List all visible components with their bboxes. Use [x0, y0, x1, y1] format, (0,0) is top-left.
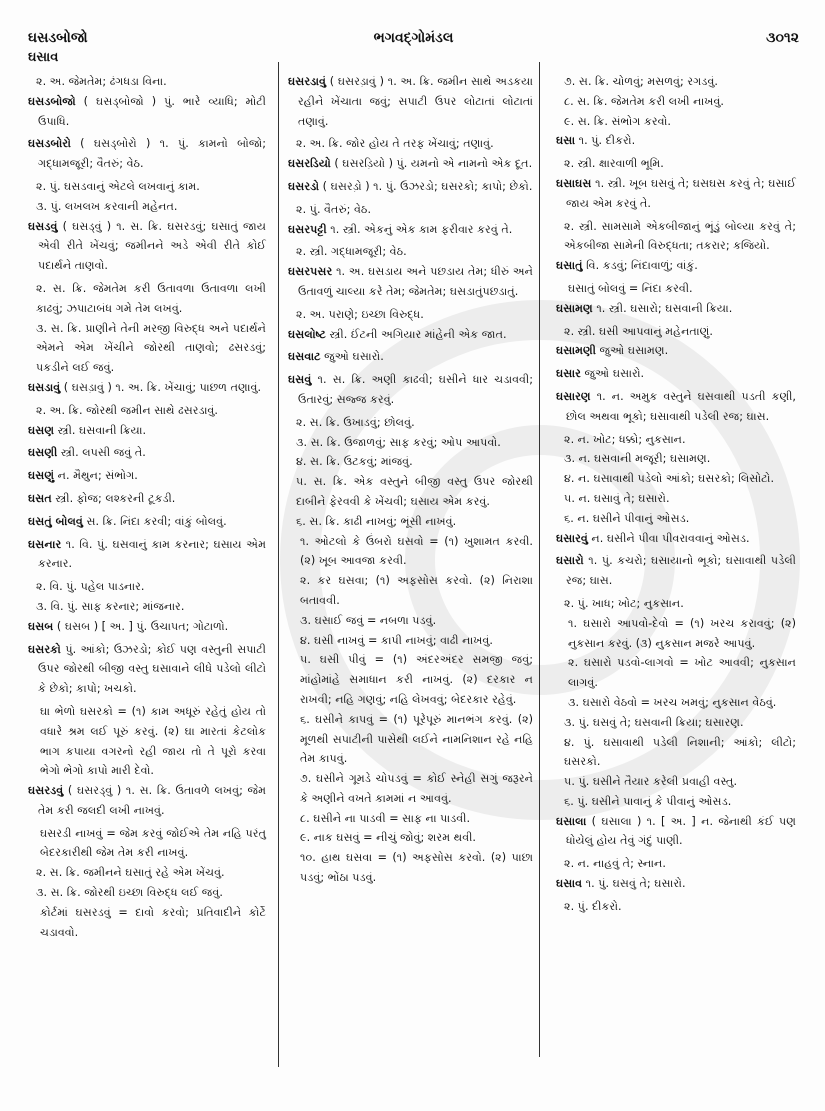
headword: ઘસરપસર: [288, 265, 333, 279]
idiom-line: [28, 903, 266, 943]
definition-text: ૨. ન. ખોટ; ધક્કો; નુકસાન.: [564, 432, 686, 446]
definition-text: ( ઘસરડ઼ો ) ૧. પું. ઉઝરડો; ઘસરકો; કાપો; છેકો.: [319, 179, 533, 193]
definition-text: ૬. ન. ઘસીને પીવાનું ઓસડ.: [564, 511, 690, 525]
dictionary-entry: [288, 72, 533, 131]
page-header: [28, 30, 799, 52]
dictionary-entry: [28, 217, 266, 276]
definition-text: ન. મૈથુન; સંભોગ.: [54, 469, 138, 483]
sub-definition: [288, 134, 533, 154]
definition-text: ૨. અ. ક્રિ. જોરથી જમીન સાથે ઢસરડાવું.: [36, 403, 218, 417]
definition-text: ૨. અ. પરાણે; ઇચ્છા વિરુદ્ધ.: [296, 307, 424, 321]
headword: ઘસડવું: [28, 219, 58, 233]
headword: ઘસામણ: [556, 301, 593, 315]
definition-text: ૬. પું. ઘસીને પાવાનું કે પીવાનું ઓસડ.: [564, 794, 732, 808]
dictionary-entry: [28, 781, 266, 821]
definition-text: ૩. સ. ક્રિ. જોરથી ઇચ્છા વિરુદ્ધ લઈ જવું.: [36, 886, 223, 900]
definition-text: ૨. પું. ઘસડવાનું એટલે લખવાનું કામ.: [36, 179, 200, 193]
idiom-line: [556, 653, 796, 693]
dictionary-entry: [556, 529, 796, 549]
definition-text: ( ઘસડ્બોરો ) ૧. પું. કામનો બોજો; ગદ્ધામજૂરી; વૈતરું; વેઠ.: [38, 137, 266, 171]
headword: ઘસારણ: [556, 389, 591, 403]
idiom-line: [288, 769, 533, 809]
definition-text: ૧. પું. ઘસવું તે; ઘસારો.: [582, 877, 686, 891]
headword: ઘસાતું: [556, 259, 583, 273]
definition-text: ( ઘસડ઼ાવું ) ૧. અ. ક્રિ. ખેંચાવું; પાછળ તણાવું.: [60, 380, 262, 394]
headword: ઘસારવું: [556, 531, 588, 545]
sub-definition: [28, 197, 266, 217]
definition-text: સ્ત્રી. ઈંટની અગિયાર માંહેની એક જાત.: [325, 327, 507, 341]
column-divider: [278, 62, 279, 1067]
definition-text: ૧. પું. દીકરો.: [575, 134, 636, 148]
idiom-line: [28, 702, 266, 781]
sub-definition: [288, 200, 533, 220]
sub-definition: [288, 242, 533, 262]
definition-text: ૩. ઘસાઈ જવું = નબળા પડવું.: [300, 613, 437, 627]
definition-text: ( ઘસરડ઼ાવું ) ૧. અ. ક્રિ. જમીન સાથે અડકયા રહીને ખેંચાતા જવું; સપાટી ઉપર લોટાતાં લોટાતાં તણાવું.: [298, 75, 533, 128]
definition-text: ૬. સ. ક્રિ. કાઢી નાખવું; ભૂંસી નાખવું.: [296, 514, 457, 528]
headword: ઘસામણી: [556, 344, 596, 358]
sub-definition: [28, 883, 266, 903]
page-number: ૩૦૧૨: [766, 30, 799, 46]
definition-text: ૧. અ. ઘસડાય અને પછડાય તેમ; ધીરું અને ઉતાવળું ચાલ્યા કરે તેમ; જેમતેમ; ઘસડાતુંપછડાતું.: [298, 265, 533, 298]
dictionary-entry: [288, 220, 533, 240]
definition-text: ૭. સ. ક્રિ. ચોળવું; મસળવું; રગડવું.: [564, 75, 718, 88]
definition-text: પું. આંકો; ઉઝરડો; કોઈ પણ વસ્તુની સપાટી ઉપર જોરથી બીજી વસ્તુ ઘસાવાને લીધે પડેલો લીટો કે છેકો; કાપો; ખચકો.: [38, 642, 266, 696]
sub-definition: [556, 897, 796, 917]
dictionary-entry: [28, 489, 266, 509]
dictionary-entry: [28, 92, 266, 132]
definition-text: ૧. ન. અમુક વસ્તુને ઘસવાથી પડતી કણી, છોલ અથવા ભૂકો; ઘસાવાથી પડેલી રજ; ઘાસ.: [566, 389, 796, 423]
dictionary-entry: [288, 370, 533, 410]
definition-text: ( ઘસબ ) [ અ. ] પું. ઉચાપત; ગોટાળો.: [53, 619, 229, 633]
headword: ઘસણ: [28, 423, 55, 437]
definition-text: ૨. સ્ત્રી. ક્ષારવાળી ભૂમિ.: [564, 157, 664, 171]
definition-text: ઘસાતું બોલવું = નિંદા કરવી.: [568, 281, 693, 295]
definition-text: વિ. કડવું; નિંદાવાળું; વાંકું.: [582, 259, 698, 273]
definition-text: ૪. પું. ઘસાવાથી પડેલી નિશાની; આંકો; લીટો; ઘસરકો.: [564, 735, 796, 769]
definition-text: ૨. સ. ક્રિ. ઉખાડવું; છોલવું.: [296, 415, 415, 429]
headword: ઘસડબોરો: [28, 137, 71, 151]
dictionary-entry: [556, 341, 796, 361]
sub-definition: [556, 92, 796, 112]
dictionary-entry: [288, 347, 533, 367]
definition-text: ૯. નાક ઘસવું = નીચું જોવું; શરમ થવી.: [300, 831, 476, 845]
dictionary-entry: [288, 154, 533, 174]
sub-definition: [28, 319, 266, 378]
definition-text: જુઓ ઘસામણ.: [595, 344, 669, 358]
definition-text: ૫. ઘસી પીવું = (૧) અંદરઅંદર સમજી જવું; માંહોમાંહે સમાધાન કરી નાખવું. (૨) દરકાર ન રાખવી; નહિ ગણવું; નહિ લેખવવું; બેદરકાર રહેવું.: [300, 653, 533, 706]
dictionary-entry: [28, 512, 266, 532]
sub-definition: [556, 733, 796, 773]
headword: ઘસરડિયો: [288, 157, 331, 171]
definition-text: ૫. પું. ઘસીને તૈયાર કરેલી પ્રવાહી વસ્તુ.: [564, 775, 738, 789]
sub-definition: [556, 489, 796, 509]
idiom-line: [288, 571, 533, 611]
headword: ઘસરડાવું: [288, 75, 327, 88]
definition-text: ( ઘસાલા ) ૧. [ અ. ] ન. જેનાથી કંઈ પણ ધોયેલું હોય તેવું ગંદું પાણી.: [566, 814, 796, 848]
definition-text: ૩. વિ. પું. સાફ કરનાર; માંજનાર.: [36, 599, 185, 613]
dictionary-entry: [28, 640, 266, 699]
definition-text: ( ઘસરડ્વું ) ૧. સ. ક્રિ. ઉતાવળે લખવું; જેમ તેમ કરી જલદી લખી નાખવું.: [38, 784, 266, 817]
idiom-line: [288, 809, 533, 829]
sub-definition: [288, 413, 533, 433]
headword: ઘસબ: [28, 619, 54, 633]
sub-definition: [28, 863, 266, 883]
definition-text: ૬. ઘસીને કાપવું = (૧) પૂરેપૂરું માનભંગ કરવું. (૨) મૂળથી સપાટીની પાસેથી લઈને નામનિશાન રહે નહિ તેમ કાપવું.: [300, 712, 533, 766]
dictionary-entry: [556, 874, 796, 894]
definition-text: ૨. સ્ત્રી. ગદ્ધામજૂરી; વેઠ.: [296, 245, 407, 259]
dictionary-entry: [556, 364, 796, 384]
column-divider: [539, 62, 540, 1057]
headword: ઘસડાવું: [28, 380, 61, 394]
definition-text: ઘસરડી નાખવું = જેમ કરવું જોઈએ તેમ નહિ પરંતુ બેદરકારીથી જેમ તેમ કરી નાખવું.: [40, 826, 266, 860]
sub-definition: [288, 433, 533, 453]
sub-definition: [556, 854, 796, 874]
sub-definition: [556, 509, 796, 529]
headword: ઘસવું: [288, 373, 312, 387]
definition-text: ૨. સ. ક્રિ. જેમતેમ કરી ઉતાવળા ઉતાવળા લખી કાઢવું; ઝપાટાબંધ ગમે તેમ લખવું.: [36, 281, 266, 315]
definition-text: ૧. વિ. પું. ઘસવાનું કામ કરનાર; ઘસાય એમ કરનાર.: [38, 537, 266, 571]
sub-definition: [556, 430, 796, 450]
definition-text: સ્ત્રી. ઘસવાની ક્રિયા.: [54, 423, 147, 437]
definition-text: ( ઘસડ્વું ) ૧. સ. ક્રિ. ઘસરડવું; ઘસાતું જાય એવી રીતે ખેંચવું; જમીનને અડે એવી રીતે કોઈ પદાર્થને તાણવો.: [38, 219, 266, 273]
book-title: ભગવદ્ગોમંડલ: [373, 30, 454, 46]
headword: ઘસાઘસ: [556, 176, 592, 190]
definition-text: ૩. ન. ઘસવાની મજૂરી; ઘસામણ.: [564, 452, 711, 466]
definition-text: ( ઘસડ્બોજો ) પું. ભારે વ્યાધિ; મોટી ઉપાધિ.: [38, 94, 266, 128]
definition-text: ૨. સ્ત્રી. સામસામે એકબીજાનું ભૂંડું બોલ્યા કરવું તે; એકબીજા સામેની વિરુદ્ધતા; તકરાર; કજિયો.: [564, 219, 796, 253]
column-3: [556, 72, 796, 917]
dictionary-entry: [28, 535, 266, 575]
dictionary-entry: [556, 174, 796, 214]
headword: ઘસનાર: [28, 537, 62, 551]
headword: ઘસરપટ્ટી: [288, 222, 327, 236]
sub-definition: [556, 594, 796, 614]
definition-text: ૧. પું. કચરો; ઘસાયાનો ભૂકો; ઘસાવાથી પડેલી રજ; ઘાસ.: [566, 554, 796, 588]
definition-text: ૨. સ્ત્રી. ઘસી આપવાનું મહેનતાણું.: [564, 324, 713, 338]
definition-text: ૨. ન. નાહવું તે; સ્નાન.: [564, 857, 666, 871]
idiom-line: [288, 828, 533, 848]
definition-text: જુઓ ઘસારો.: [320, 350, 384, 364]
headword: ઘસલોષ્ટ: [288, 327, 326, 341]
definition-text: ૩. સ. ક્રિ. ઉજાળવું; સાફ કરવું; ઓપ આપવો.: [296, 435, 501, 449]
definition-text: ૧. ઓટલો કે ઉંબરો ઘસવો = (૧) ખુશામત કરવી. (૨) ખૂબ આવજા કરવી.: [300, 534, 533, 568]
definition-text: ૨. ઘસારો પડવો-લાગવો = ખોટ આવવી; નુકસાન લાગવું.: [568, 656, 796, 690]
headword: ઘસાર: [556, 367, 581, 381]
headword: ઘસારો: [556, 554, 584, 568]
sub-definition: [556, 713, 796, 733]
sub-definition: [288, 512, 533, 532]
definition-text: ૭. ઘસીને ગૂમડે ચોપડવું = કોઈ સ્નેહી સગું જરૂરને કે અણીને વખતે કામમાં ન આવવું.: [300, 772, 533, 805]
sub-definition: [556, 469, 796, 489]
sub-definition: [556, 772, 796, 792]
guide-word-left: ઘસડબોજો: [28, 30, 88, 46]
dictionary-entry: [28, 421, 266, 441]
sub-definition: [28, 597, 266, 617]
sub-definition: [28, 72, 266, 92]
idiom-line: [556, 614, 796, 654]
headword: ઘસાવ: [556, 877, 583, 891]
definition-text: ઘા ભેળો ઘસરકો = (૧) કામ અધૂરું રહેતું હોય તો વધારે શ્રમ લઈ પૂરું કરવું. (૨) ઘા મારતાં કેટલોક ભાગ કપાયા વગરનો રહી જાય તો તે પૂરો કરવા ભેગો ભેગો કાપો મારી દેવો.: [40, 704, 266, 778]
definition-text: ૮. ઘસીને ના પાડવી = સાફ ના પાડવી.: [300, 811, 471, 825]
definition-text: ૨. અ. ક્રિ. જોર હોય તે તરફ ખેંચાવું; તણાવું.: [296, 137, 494, 151]
definition-text: ૩. ઘસારો વેઠવો = ખરચ ખમવું; નુકસાન વેઠવું.: [568, 695, 777, 709]
dictionary-entry: [28, 466, 266, 486]
idiom-line: [556, 279, 796, 299]
definition-text: ૨. પું. ખાધ; ખોટ; નુકસાન.: [564, 596, 684, 610]
dictionary-entry: [556, 812, 796, 852]
definition-text: ૨. પું. દીકરો.: [564, 899, 622, 913]
dictionary-entry: [28, 378, 266, 398]
headword: ઘસતું બોલવું: [28, 514, 83, 528]
sub-definition: [556, 217, 796, 257]
definition-text: ( ઘસરડ઼િયો ) પું. યમનો એ નામનો એક દૂત.: [330, 157, 533, 171]
definition-text: ૮. સ. ક્રિ. જેમતેમ કરી લખી નાખવું.: [564, 94, 724, 108]
dictionary-entry: [556, 256, 796, 276]
dictionary-entry: [556, 299, 796, 319]
sub-definition: [288, 452, 533, 472]
definition-text: ૩. સ. ક્રિ. પ્રાણીને તેની મરજી વિરુદ્ધ અને પદાર્થને એમને એમ ખેંચીને જોરથી તાણવો; ઢસરડવું; પકડીને લઈ જવું.: [36, 321, 266, 375]
idiom-line: [556, 693, 796, 713]
idiom-line: [288, 611, 533, 631]
definition-text: ૨. સ. ક્રિ. જમીનને ઘસાતું રહે એમ ખેંચવું.: [36, 866, 225, 880]
headword: ઘસત: [28, 491, 52, 505]
definition-text: ૫. સ. ક્રિ. એક વસ્તુને બીજી વસ્તુ ઉપર જોરથી દાબીને ફેરવવી કે ખેંચવી; ઘસાય એમ કરવું.: [296, 475, 533, 508]
definition-text: ન. ઘસીને પીવા પીવરાવવાનું ઓસડ.: [587, 531, 750, 545]
idiom-line: [288, 532, 533, 572]
sub-definition: [556, 792, 796, 812]
definition-text: જુઓ ઘસારો.: [580, 367, 645, 381]
definition-text: ૫. ન. ઘસાવું તે; ઘસારો.: [564, 491, 670, 505]
dictionary-entry: [288, 325, 533, 345]
headword: ઘસવાટ: [288, 350, 321, 364]
definition-text: ૧. સ. ક્રિ. અણી કાઢવી; ઘસીને ધાર ચડાવવી; ઉતારવું; સજ્જ કરવું.: [298, 373, 533, 406]
headword: ઘસરડવું: [28, 784, 64, 798]
dictionary-entry: [556, 387, 796, 427]
sub-definition: [556, 449, 796, 469]
headword: ઘસાલા: [556, 814, 587, 828]
definition-text: ૧. સ્ત્રી. ખૂબ ઘસવું તે; ઘસઘસ કરવું તે; ઘસાઈ જાય એમ કરવું તે.: [566, 176, 796, 210]
dictionary-entry: [288, 177, 533, 197]
headword: ઘસા: [556, 134, 576, 148]
definition-text: સ્ત્રી. ફોજ; લશ્કરની ટૂકડી.: [51, 491, 176, 505]
idiom-line: [288, 710, 533, 769]
definition-text: ૧૦. હાથ ઘસવા = (૧) અફસોસ કરવો. (૨) પાછા પડવું; ભોંઠા પડવું.: [300, 851, 533, 885]
dictionary-entry: [556, 131, 796, 151]
column-1: [28, 72, 266, 942]
dictionary-entry: [28, 617, 266, 637]
definition-text: ૩. પું. ઘસવું તે; ઘસવાની ક્રિયા; ઘસારણ.: [564, 715, 744, 729]
dictionary-entry: [288, 262, 533, 302]
definition-text: ૩. પું. લખલખ કરવાની મહેનત.: [36, 199, 178, 213]
sub-definition: [288, 305, 533, 325]
definition-text: ૨. અ. જેમતેમ; ઢંગધડા વિના.: [36, 75, 167, 88]
definition-text: ૨. વિ. પું. પહેલ પાડનાર.: [36, 580, 145, 594]
idiom-line: [288, 650, 533, 709]
sub-definition: [556, 154, 796, 174]
sub-definition: [28, 577, 266, 597]
sub-definition: [556, 72, 796, 92]
headword: ઘસણું: [28, 469, 55, 483]
sub-definition: [28, 279, 266, 319]
guide-word-last: ઘસાવ: [28, 50, 59, 65]
definition-text: ૧. સ્ત્રી. એકનું એક કામ ફરીવાર કરવું તે.: [326, 222, 513, 236]
definition-text: સ્ત્રી. લપસી જવું તે.: [57, 446, 146, 460]
headword: ઘસરડો: [288, 179, 320, 193]
definition-text: ૧. સ્ત્રી. ઘસારો; ઘસવાની ક્રિયા.: [592, 301, 733, 315]
definition-text: સ. ક્રિ. નિંદા કરવી; વાંકું બોલવું.: [82, 514, 227, 528]
definition-text: ૨. પું. વૈતરું; વેઠ.: [296, 202, 372, 216]
definition-text: ૯. સ. ક્રિ. સંભોગ કરવો.: [564, 114, 671, 128]
column-2: [288, 72, 533, 888]
definition-text: ૪. સ. ક્રિ. ઉટકવું; માંજવું.: [296, 455, 413, 469]
sub-definition: [556, 322, 796, 342]
idiom-line: [288, 631, 533, 651]
dictionary-entry: [28, 443, 266, 463]
idiom-line: [288, 848, 533, 888]
definition-text: ૪. ન. ઘસાવાથી પડેલો આંકો; ઘસરકો; લિસોટો.: [564, 472, 774, 486]
dictionary-entry: [28, 134, 266, 174]
definition-text: ૪. ઘસી નાખવું = કાપી નાખવું; વાઢી નાખવું.: [300, 633, 493, 647]
sub-definition: [556, 112, 796, 132]
definition-text: ૧. ઘસારો આપવો-દેવો = (૧) ખરચ કરાવવું; (૨) નુકસાન કરવું. (૩) નુકસાન મજરે આપવું.: [568, 616, 796, 650]
headword: ઘસડબોજો: [28, 94, 76, 108]
sub-definition: [28, 177, 266, 197]
definition-text: કોર્ટમાં ઘસરડવું = દાવો કરવો; પ્રતિવાદીને કોર્ટે ચડાવવો.: [40, 905, 266, 939]
headword: ઘસણી: [28, 446, 58, 460]
headword: ઘસરકો: [28, 642, 61, 656]
sub-definition: [28, 401, 266, 421]
definition-text: ૨. કર ઘસવા; (૧) અફસોસ કરવો. (૨) નિરાશા બતાવવી.: [300, 574, 533, 607]
dictionary-entry: [556, 551, 796, 591]
idiom-line: [28, 824, 266, 864]
sub-definition: [288, 472, 533, 512]
